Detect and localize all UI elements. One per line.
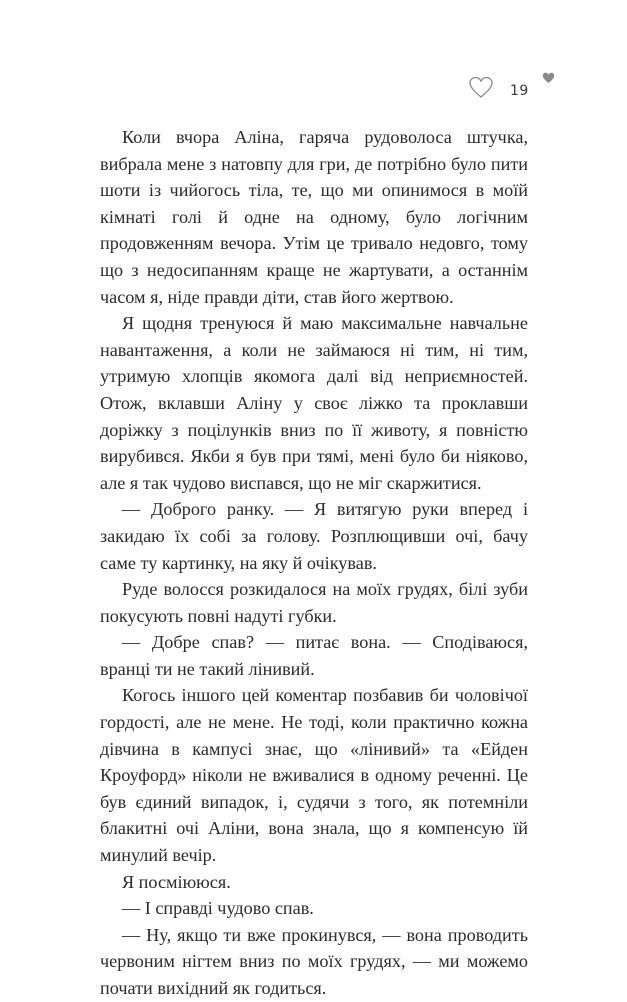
heart-filled-icon — [542, 72, 555, 84]
paragraph: Когось іншого цей коментар позбавив би чоловічої гордості, але не мене. Не тоді, коли практично кожна дівчина в кампусі знає, що «лінивий» та «Ейден Кроуфорд» ніколи не вживалися в одному реченні. Це був єдиний випадок, і, судячи з того, як потемніли блакитні очі Аліни, вона знала, що я компенсую їй минулий вечір. — [100, 685, 528, 866]
paragraph: Руде волосся розкидалося на моїх грудях, білі зуби покусують повні надуті губки. — [100, 579, 528, 626]
page-number: 19 — [510, 83, 529, 99]
page-header — [462, 72, 612, 112]
paragraph: Я щодня тренуюся й маю максимальне навчальне навантаження, а коли не займаюся ні тим, ні тим, утримую хлопців якомога далі від неприємностей. Отож, вклавши Аліну у своє ліжко та проклавши доріжку з поцілунків вниз по її животу, я повністю вирубився. Якби я був при тямі, мені було би ніяково, але я так чудово виспався, що не міг скаржитися. — [100, 313, 528, 493]
paragraph: — Доброго ранку. — Я витягую руки вперед і закидаю їх собі за голову. Розплющивши очі, бачу саме ту картинку, на яку й очікував. — [100, 499, 528, 573]
paragraph: Я посміююся. — [122, 871, 231, 892]
heart-outline-icon — [468, 76, 494, 100]
paragraph: — Ну, якщо ти вже прокинувся, — вона проводить червоним нігтем вниз по моїх грудях, — ми можемо почати вихідний як годиться. — [100, 924, 528, 998]
body-text — [100, 124, 528, 1002]
paragraph: — І справді чудово спав. — [122, 898, 314, 919]
paragraph: Коли вчора Аліна, гаряча рудоволоса штучка, вибрала мене з натовпу для гри, де потрібно було пити шоти із чийогось тіла, те, що ми опинимося в моїй кімнаті голі й одне на одному, було логічним продовженням вечора. Утім це тривало недовго, тому що з недосипанням краще не жартувати, а останнім часом я, ніде правди діти, став його жертвою. — [100, 127, 528, 307]
paragraph: — Добре спав? — питає вона. — Сподіваюся, вранці ти не такий лінивий. — [100, 632, 528, 679]
